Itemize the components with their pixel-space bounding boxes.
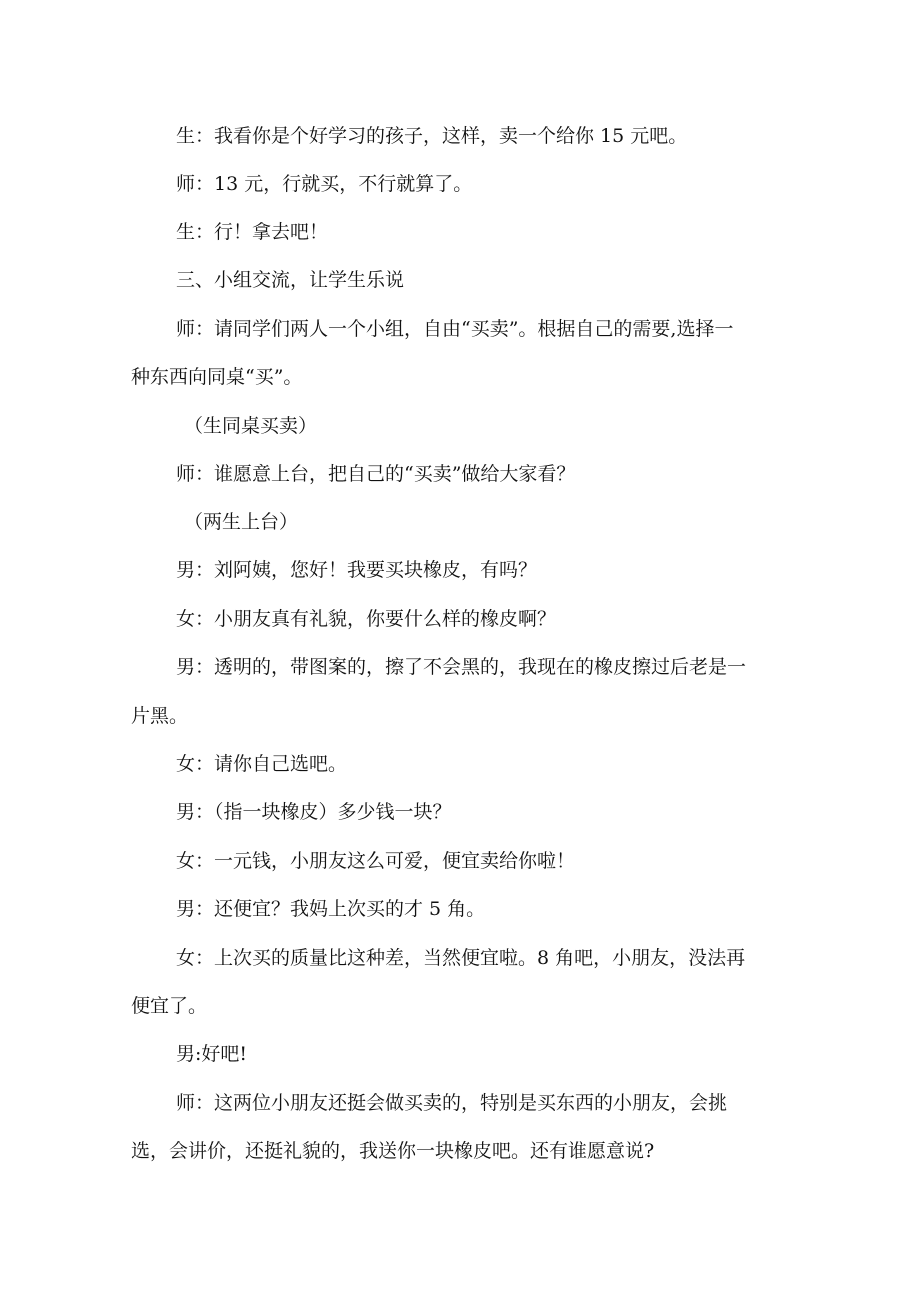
section-heading: 三、小组交流，让学生乐说 [176,269,405,291]
dialogue-line: 生：行！拿去吧！ [176,221,329,243]
dialogue-line: 男：刘阿姨，您好！我要买块橡皮，有吗？ [176,559,538,581]
dialogue-line-continued: 便宜了。 [131,995,208,1017]
dialogue-line: 师：这两位小朋友还挺会做买卖的，特别是买东西的小朋友，会挑 [176,1092,728,1114]
dialogue-line-continued: 选，会讲价，还挺礼貌的，我送你一块橡皮吧。还有谁愿意说? [131,1140,655,1162]
dialogue-line: 男：（指一块橡皮）多少钱一块？ [176,801,452,823]
dialogue-line: 女：一元钱，小朋友这么可爱，便宜卖给你啦！ [176,850,576,872]
dialogue-line: 男：还便宜？我妈上次买的才 5 角。 [176,898,486,920]
stage-direction: （两生上台） [184,511,299,533]
dialogue-line-continued: 种东西向同桌“买”。 [131,366,303,388]
dialogue-line: 女：小朋友真有礼貌，你要什么样的橡皮啊？ [176,608,557,630]
dialogue-line: 男:好吧! [176,1043,248,1065]
stage-direction: （生同桌买卖） [184,415,318,437]
dialogue-line: 生：我看你是个好学习的孩子，这样，卖一个给你 15 元吧。 [176,125,688,147]
dialogue-line-continued: 片黑。 [131,705,189,727]
dialogue-line: 师：谁愿意上台，把自己的“买卖”做给大家看？ [176,463,576,485]
dialogue-line: 女：上次买的质量比这种差，当然便宜啦。8 角吧，小朋友，没法再 [176,947,746,969]
dialogue-line: 师：13 元，行就买，不行就算了。 [176,173,473,195]
dialogue-line: 女：请你自己选吧。 [176,753,348,775]
dialogue-line: 男：透明的，带图案的，擦了不会黑的，我现在的橡皮擦过后老是一 [176,656,747,678]
dialogue-line: 师：请同学们两人一个小组，自由“买卖”。根据自己的需要,选择一 [176,318,734,340]
